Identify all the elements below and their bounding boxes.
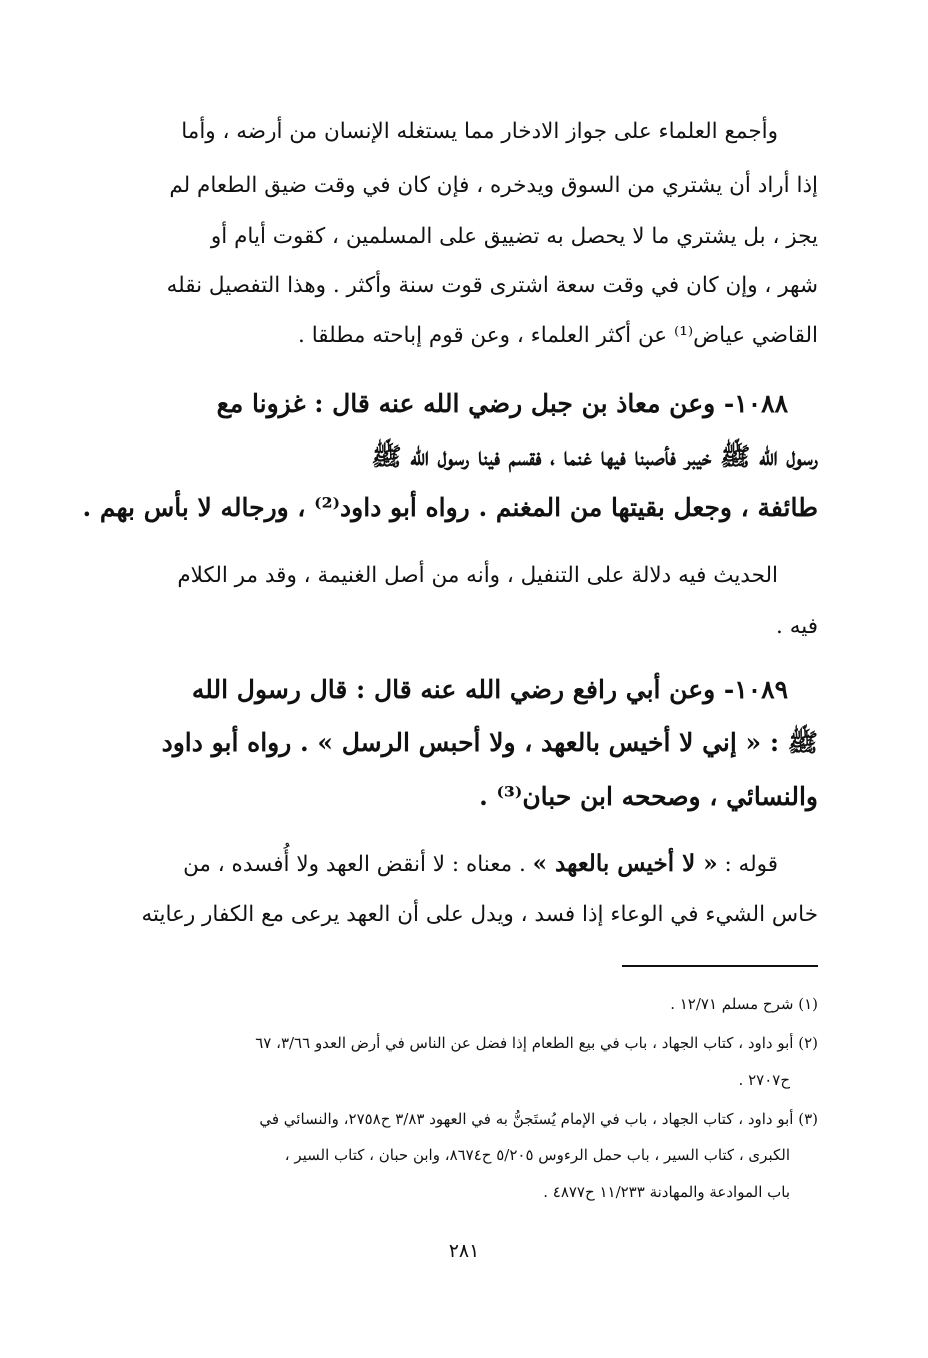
footnote-separator xyxy=(622,965,818,967)
commentary-1089-line-1 xyxy=(150,849,818,880)
paragraph-1-line-5: القاضي عياض⁽¹⁾ عن أكثر العلماء ، وعن قوم إباحته مطلقا . xyxy=(298,323,818,348)
footnote-3-line-1: (٣) أبو داود ، كتاب الجهاد ، باب في الإمام يُستَجنُّ به في العهود ٣/٨٣ ح٢٧٥٨، والنسائي في xyxy=(259,1110,818,1128)
paragraph-1-line-4: شهر ، وإن كان في وقت سعة اشترى قوت سنة وأكثر . وهذا التفصيل نقله xyxy=(166,273,818,298)
hadith-1089-line-2: ﷺ : « إني لا أخيس بالعهد ، ولا أحبس الرسل » . رواه أبو داود xyxy=(161,728,818,757)
commentary-1089-rest: . معناه : لا أنقض العهد ولا أُفسده ، من xyxy=(183,852,533,877)
paragraph-1-line-3: يجز ، بل يشتري ما لا يحصل به تضييق على المسلمين ، كقوت أيام أو xyxy=(210,224,818,249)
hadith-1089-line-1: ١٠٨٩- وعن أبي رافع رضي الله عنه قال : قال رسول الله xyxy=(191,675,788,704)
page-number: ٢٨١ xyxy=(448,1240,480,1262)
commentary-1089-quoted-phrase: « لا أخيس بالعهد » xyxy=(532,850,718,877)
footnote-3-line-2: الكبرى ، كتاب السير ، باب حمل الرءوس ٥/٢٠٥ ح٨٦٧٤، وابن حبان ، كتاب السير ، xyxy=(284,1146,790,1164)
hadith-1088-line-1: ١٠٨٨- وعن معاذ بن جبل رضي الله عنه قال : غزونا مع xyxy=(216,389,788,418)
hadith-1088-line-2: رسول الله ﷺ خيبر فأصبنا فيها غنما ، فقسم فينا رسول الله ﷺ xyxy=(371,442,818,471)
commentary-1089-prefix: قوله : xyxy=(717,852,778,877)
commentary-1089-line-2: خاس الشيء في الوعاء إذا فسد ، ويدل على أن العهد يرعى مع الكفار رعايته xyxy=(141,902,818,927)
footnote-1: (١) شرح مسلم ١٢/٧١ . xyxy=(670,995,818,1013)
footnote-3-line-3: باب الموادعة والمهادنة ١١/٢٣٣ ح٤٨٧٧ . xyxy=(543,1183,790,1201)
paragraph-1-line-2: إذا أراد أن يشتري من السوق ويدخره ، فإن كان في وقت ضيق الطعام لم xyxy=(169,173,818,198)
commentary-1088-line-1: الحديث فيه دلالة على التنفيل ، وأنه من أصل الغنيمة ، وقد مر الكلام xyxy=(177,563,778,588)
footnote-2-line-2: ح٢٧٠٧ . xyxy=(738,1071,790,1089)
hadith-1089-line-3: والنسائي ، وصححه ابن حبان⁽³⁾ . xyxy=(479,782,818,811)
footnote-2-line-1: (٢) أبو داود ، كتاب الجهاد ، باب في بيع الطعام إذا فضل عن الناس في أرض العدو ٣/٦٦، ٦٧ xyxy=(255,1034,818,1052)
hadith-1088-line-3: طائفة ، وجعل بقيتها من المغنم . رواه أبو داود⁽²⁾ ، ورجاله لا بأس بهم . xyxy=(82,493,818,522)
commentary-1088-line-2: فيه . xyxy=(776,614,818,639)
paragraph-1-line-1: وأجمع العلماء على جواز الادخار مما يستغله الإنسان من أرضه ، وأما xyxy=(181,119,778,144)
